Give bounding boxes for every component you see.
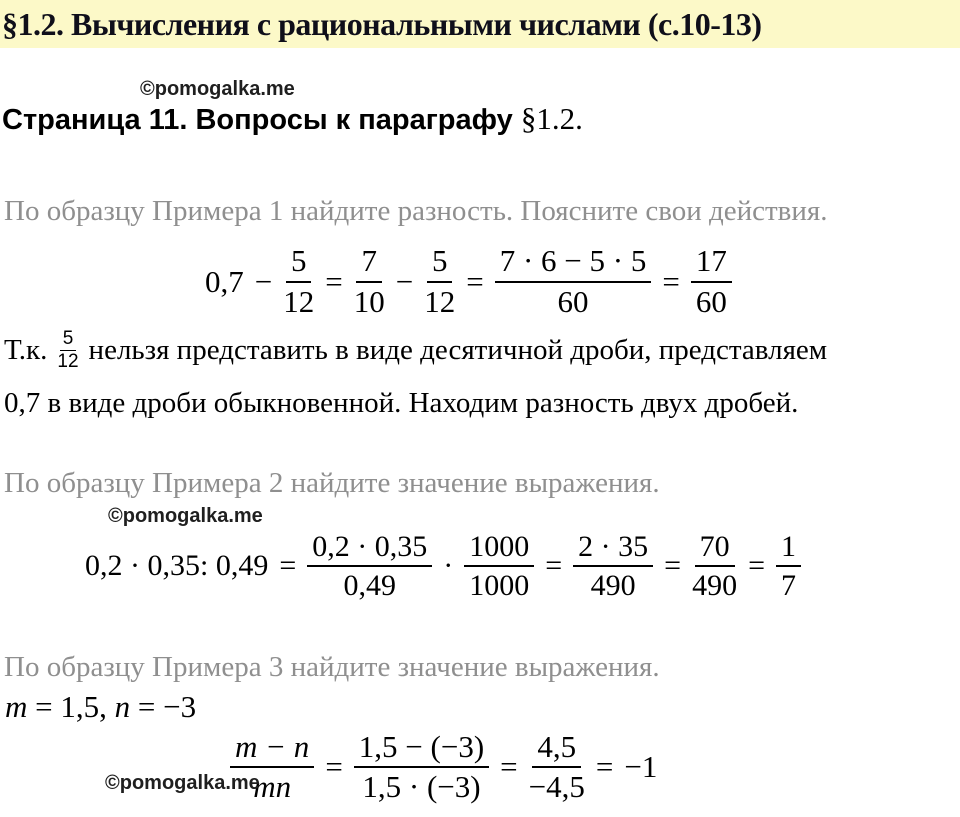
- page-heading-paragraph-number: §1.2.: [520, 101, 583, 136]
- term: 0,7: [205, 263, 244, 299]
- numerator: 5: [286, 243, 312, 283]
- given-value-m: = 1,5,: [27, 688, 115, 724]
- equals-sign: =: [664, 549, 682, 583]
- denominator: 1000: [469, 569, 530, 603]
- numerator: 2 · 35: [573, 529, 653, 567]
- equals-sign: =: [325, 749, 343, 785]
- numerator: 1000: [464, 529, 534, 567]
- equals-sign: =: [748, 549, 766, 583]
- equals-sign: =: [595, 749, 614, 785]
- term: 0,2 · 0,35: 0,49: [85, 549, 269, 583]
- watermark-bottom: ©pomogalka.me: [105, 771, 260, 794]
- given-values: [5, 689, 960, 725]
- explanation-example1: [4, 328, 960, 420]
- fraction: [230, 729, 314, 806]
- explanation-line1: [4, 328, 960, 373]
- fraction: [529, 729, 585, 806]
- instruction-example1: По образцу Примера 1 найдите разность. Поясните свои действия.: [4, 195, 828, 227]
- page-title: §1.2. Вычисления с рациональными числами (с.10-13): [2, 5, 762, 42]
- title-band: [0, 0, 960, 48]
- denominator: 12: [57, 351, 79, 372]
- formula-example3-block: [0, 729, 960, 806]
- multiply-dot: ·: [443, 549, 454, 583]
- numerator: 7 · 6 − 5 · 5: [495, 243, 652, 283]
- numerator: 70: [695, 529, 735, 567]
- numerator: 1,5 − (−3): [354, 729, 489, 769]
- explanation-prefix: Т.к.: [4, 334, 48, 366]
- fraction: [573, 529, 653, 604]
- fraction: [424, 243, 455, 320]
- denominator: 490: [590, 569, 636, 603]
- instruction-example3: По образцу Примера 3 найдите значение выражения.: [4, 650, 660, 683]
- page-heading: [2, 102, 960, 137]
- equals-sign: =: [325, 263, 343, 299]
- minus-sign: −: [254, 263, 273, 299]
- fraction: [495, 243, 652, 320]
- watermark-top: ©pomogalka.me: [140, 78, 295, 100]
- numerator: 7: [356, 243, 382, 283]
- denominator: 1,5 · (−3): [362, 769, 481, 805]
- formula-example3: [230, 729, 960, 806]
- numerator: 1: [776, 529, 801, 567]
- numerator: 4,5: [532, 729, 581, 769]
- denominator: mn: [253, 769, 292, 805]
- equals-sign: =: [662, 263, 680, 299]
- denominator: 0,49: [343, 569, 396, 603]
- numerator: m − n: [230, 729, 314, 769]
- fraction: [776, 529, 801, 604]
- equals-sign: =: [279, 549, 297, 583]
- fraction: [464, 529, 534, 604]
- minus-sign: −: [395, 263, 414, 299]
- denominator: 7: [781, 569, 797, 603]
- equals-sign: =: [545, 549, 563, 583]
- denominator: −4,5: [528, 769, 585, 805]
- fraction: [307, 529, 432, 604]
- denominator: 490: [692, 569, 738, 603]
- variable-m: m: [5, 688, 28, 724]
- denominator: 60: [695, 283, 727, 319]
- instruction-example2: По образцу Примера 2 найдите значение выражения.: [4, 466, 660, 499]
- equals-sign: =: [500, 749, 518, 785]
- fraction: [354, 729, 489, 806]
- numerator: 0,2 · 0,35: [307, 529, 432, 567]
- equals-sign: =: [466, 263, 484, 299]
- numerator: 5: [60, 328, 77, 351]
- result-value: −1: [624, 749, 658, 785]
- formula-example2-block: [0, 505, 960, 604]
- numerator: 5: [427, 243, 453, 283]
- inline-fraction: [57, 328, 78, 373]
- denominator: 10: [353, 283, 385, 319]
- numerator: 17: [691, 243, 732, 283]
- fraction: [691, 243, 732, 320]
- fraction: [354, 243, 385, 320]
- formula-example1: [205, 243, 960, 320]
- given-value-n: = −3: [130, 688, 197, 724]
- page-heading-main: Страница 11. Вопросы к параграфу: [2, 104, 521, 136]
- fraction: [692, 529, 737, 604]
- explanation-line2: 0,7 в виде дроби обыкновенной. Находим разность двух дробей.: [4, 386, 799, 419]
- denominator: 12: [283, 283, 315, 319]
- denominator: 12: [424, 283, 456, 319]
- explanation-text: нельзя представить в виде десятичной дроби, представляем: [88, 334, 828, 366]
- denominator: 60: [557, 283, 589, 319]
- variable-n: n: [114, 688, 131, 724]
- fraction: [283, 243, 314, 320]
- watermark-middle: ©pomogalka.me: [108, 504, 263, 527]
